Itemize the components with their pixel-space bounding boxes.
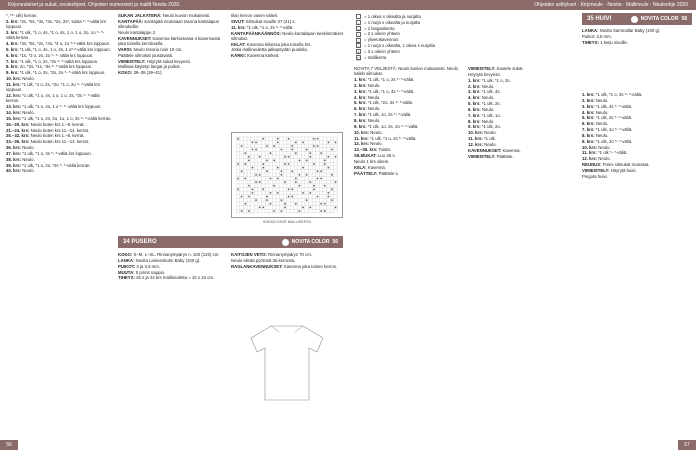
section-huivi <box>582 13 692 25</box>
right-col2-paragraph: 7. krs: *1 ulk, 1o. <box>468 112 501 118</box>
huivi-paragraph: 3. krs: *1 ulk, 4s *- *-väliä. <box>582 103 633 109</box>
chart-symbol <box>277 141 279 143</box>
chart-symbol <box>241 145 243 147</box>
chart-symbol <box>244 152 246 154</box>
right-col2-paragraph: 5. krs: *1 ulk, 2s. <box>468 101 501 107</box>
chart-symbol <box>295 181 297 183</box>
chart-symbol <box>302 192 304 194</box>
huivi-paragraph: 4. krs: Neulo. <box>582 109 609 115</box>
chart-symbol <box>281 149 283 151</box>
right-column-1 <box>354 66 462 446</box>
right-col2-paragraph: 11. krs: *1 ulk. <box>468 136 496 142</box>
huivi-paragraph: 12. krs: Neulo. <box>582 156 611 162</box>
huivi-intro-paragraph: TIHEYS: 1 ketju sivuille. <box>582 39 629 45</box>
chart-symbol <box>248 156 250 158</box>
section-page: 56 <box>332 239 338 245</box>
chart-symbol <box>284 203 286 205</box>
chart-symbol <box>259 156 261 158</box>
chart-symbol <box>281 174 283 176</box>
chart-symbol <box>284 163 286 165</box>
left-col3-paragraph: 11. krs: *1 ulk, *1 o, 2s *- *-väliä. <box>231 24 294 30</box>
chart-symbol <box>241 210 243 212</box>
right-column-2 <box>468 66 576 446</box>
chart-symbol <box>320 152 322 154</box>
chart-symbol <box>281 210 283 212</box>
chart-symbol <box>309 207 311 209</box>
right-col1-paragraph: 6. krs: Neulo. <box>354 106 381 112</box>
left-col1-paragraph: 6. krs: *1s, *3 o, 2s, 2o *- *- väliä krs loppuun. <box>6 52 94 58</box>
left-col1-paragraph: 39. krs: *1 ulk, *1 o, 2s, *2s *- *-väliä kerran. <box>6 162 91 168</box>
yarn-ball-icon <box>631 16 638 23</box>
legend-symbol-icon: • <box>357 21 360 27</box>
left-col2-paragraph: SUKAN JALKATERÄ: Neulo kuvion mukaisesti. <box>118 13 211 18</box>
brand-mark-huivi <box>631 13 687 25</box>
left-col1-paragraph: 33.–35. krs: Neulo kuten krs 11.–13. kerrat. <box>6 139 90 145</box>
left-col1-paragraph: 12. krs: *1 ulk, *1 o, 4s, 1 o, 1 o, 2s, *2s *- *-väliä kerran. <box>6 93 100 104</box>
chart-symbol <box>306 160 308 162</box>
left-col1-paragraph: 40. krs: Neulo. <box>6 168 35 174</box>
chart-symbol <box>335 181 337 183</box>
left-col2-paragraph: VIIMEISTELY: Höyrytä sukat kevyesti. <box>118 58 191 64</box>
chart-symbol <box>248 210 250 212</box>
huivi-paragraph: 6. krs: Neulo. <box>582 121 609 127</box>
right-page-header: Ohjeiden selitykset · Kirjoneule · Novita · Mallineule · Neuleohje 2020 <box>348 0 696 10</box>
chart-symbol <box>317 196 319 198</box>
chart-symbol <box>331 149 333 151</box>
chart-symbol <box>255 149 257 151</box>
right-col1-paragraph: 9. krs: *1 ulk, 1o, 2s, 2o *- *-väliä. <box>354 123 419 129</box>
legend-label: = 1 oikea s oikealta ja nurjalta <box>364 14 421 19</box>
left-col2-paragraph: KANTAPÄÄ: Kantapää neulotaan tasona kantalapun silmukoilla. <box>118 18 220 30</box>
huivi-paragraph: 8. krs: Neulo. <box>582 132 609 138</box>
left-col3-paragraph: Jatka mallineuletta jalkapöydän puolella. <box>231 47 308 53</box>
legend-label: = mallikerta <box>364 54 387 60</box>
chart-symbol <box>309 192 311 194</box>
chart-symbol <box>320 170 322 172</box>
right-col1-paragraph: 13.–36. krs: Toista. <box>354 147 391 153</box>
right-col2-paragraph: 1. krs: *1 ulk, *1 o, 2s. <box>468 77 511 83</box>
left-col1-paragraph: 14. krs: Neulo. <box>6 109 35 115</box>
chart-symbol <box>252 192 254 194</box>
right-col2-paragraph: 6. krs: Neulo. <box>468 106 495 112</box>
left-col2-paragraph: Mallissa käytetyt langat ja puikot. <box>118 64 181 70</box>
section-title: 34 PUSERO <box>123 239 157 245</box>
chart-symbol <box>266 170 268 172</box>
chart-symbol <box>291 145 293 147</box>
left-col2-paragraph: Neulo kantalappu 2. <box>118 29 157 35</box>
huivi-paragraph: 11. krs: *1 ulk *- *-väliä. <box>582 150 628 156</box>
left-col1-paragraph: 7. krs: *1 ulk, *1 o, 2s, *2s *- *-väliä krs loppuun. <box>6 58 99 64</box>
right-col1-paragraph: 5. krs: *1 ulk, *2o, 2s *- *-väliä. <box>354 100 414 106</box>
right-col2-paragraph: VIIMEISTELY: Kastele sukat. <box>468 66 524 71</box>
diagram-caption: SUKKA OHJE MALLIKERTA <box>262 220 312 224</box>
pusero-paragraph: TIHEYS: 26 s ja 34 krs mallineuletta = 10 x 10 cm. <box>118 275 215 281</box>
legend-label: = ylivetokavennus <box>364 37 399 43</box>
chart-symbol <box>327 156 329 158</box>
left-col2-paragraph: KAVENNUKSET: Kavenna kärkiosassa 4 kavennusta joka toisella kerroksella. <box>118 35 221 47</box>
right-col2-paragraph: 12. krs: Neulo. <box>468 141 497 147</box>
pusero-paragraph: KOKO: S–M, L–XL. Rinnanympärys n. 100 (120) cm. <box>118 252 220 257</box>
right-col1-paragraph: NOVITA 7 VELJESTÄ: Neulo kuvion mukaisesti. Neulo kaikki silmukat. <box>354 66 459 77</box>
chart-symbol <box>335 156 337 158</box>
chart-symbol <box>291 149 293 151</box>
left-page-header: Kirjoneuleiset ja sukat, neuleohjeet. Ohjeiden numerointi ja mallit Novita 2020. <box>0 0 348 10</box>
chart-symbol <box>277 192 279 194</box>
huivi-paragraph: 1. krs: *1 ulk, *1 o, 2s *- *-väliä. <box>582 92 643 97</box>
chart-symbol <box>299 160 301 162</box>
huivi-paragraph: 9. krs: *1 ulk, 2o *- *-väliä. <box>582 138 633 144</box>
chart-symbol <box>248 160 250 162</box>
chart-symbol <box>266 196 268 198</box>
right-col1-paragraph: 4. krs: Neulo. <box>354 94 381 100</box>
right-col2-paragraph: KAVENNUKSET: Kavenna. <box>468 147 521 153</box>
chart-symbol <box>277 178 279 180</box>
legend-symbol-icon: ▢ <box>357 55 361 61</box>
chart-symbol <box>291 170 293 172</box>
chart-symbol <box>288 138 290 140</box>
chart-symbol <box>313 185 315 187</box>
left-col2-paragraph: KOKO: 36–38 (39–41). <box>118 70 163 76</box>
left-col1-paragraph: 21.–24. krs: Neulo kuten krs 11.–14. kerrat. <box>6 127 90 133</box>
right-col1-paragraph: Neulo 1 krs oikein. <box>354 158 390 164</box>
huivi-paragraph: 2. krs: Neulo. <box>582 97 609 103</box>
chart-symbol <box>302 207 304 209</box>
left-col1-paragraph: 16.–20. krs: Neulo kuten krs 1.–9. kerrat. <box>6 121 85 127</box>
legend-symbol-icon: / <box>357 32 360 38</box>
left-col1-paragraph: 5. krs: *1 ulk, *1 o, 4s, 1 o, 4s, 1 o*-*-väliä krs loppuun. <box>6 46 111 52</box>
legend-row <box>356 55 516 61</box>
symbol-legend <box>356 14 516 60</box>
pusero-column-1 <box>118 252 226 444</box>
chart-symbol <box>237 163 239 165</box>
chart-symbol <box>255 181 257 183</box>
right-col1-paragraph: 1. krs: *1 ulk, *1 o, 2s *- *-väliä. <box>354 77 415 83</box>
chart-symbol <box>255 141 257 143</box>
legend-symbol-icon <box>356 14 361 19</box>
pusero-paragraph: PUIKOT: 3 ja 3,5 mm. <box>118 263 161 269</box>
chart-symbol <box>302 167 304 169</box>
chart-symbol <box>266 160 268 162</box>
chart-symbol <box>273 210 275 212</box>
right-col2-paragraph: 8. krs: Neulo. <box>468 118 495 124</box>
left-col1-paragraph: 13. krs: *1 ulk, *1 o, 4s, 1 o *- *- väliä krs loppuun. <box>6 104 102 110</box>
chart-symbol <box>252 149 254 151</box>
chart-symbol <box>252 188 254 190</box>
chart-symbol <box>331 188 333 190</box>
chart-symbol <box>237 138 239 140</box>
right-col1-paragraph: 8. krs: Neulo. <box>354 118 381 123</box>
legend-symbol-icon: − <box>357 44 360 50</box>
left-col1-paragraph: 15. krs: *1 ulk, *1 o, 2s, 2o, 1o, 1 o, 2s *- *-väliä kerran. <box>6 115 112 121</box>
left-col1-paragraph: 3. krs: *1 ulk, *1 o, 4s, *1 o, 4s, 1 o, 1 o, 2o, 1o *- *-väliä kerran. <box>6 29 105 41</box>
chart-symbol <box>327 196 329 198</box>
huivi-paragraph: VIIMEISTELY: Höyrytä huivi. <box>582 167 637 173</box>
chart-symbol <box>309 181 311 183</box>
chart-symbol <box>320 210 322 212</box>
left-col1-paragraph: 2. krs: *2s, *5s, *3s, *3s, *2s, 2s*, toista *- *-väliä krs loppuun. <box>6 18 107 30</box>
chart-symbol <box>295 203 297 205</box>
section-brand-huivi: NOVITA COLOR <box>640 16 679 22</box>
left-col1-paragraph: 8. krs: 2o, *2s, *1s, *3s *- *-väliä krs loppuun. <box>6 64 93 70</box>
chart-symbol <box>244 178 246 180</box>
huivi-intro <box>582 28 692 88</box>
chart-symbol <box>259 207 261 209</box>
legend-label: = 2 s oikein yhteen <box>364 31 400 37</box>
legend-label: = 1 nurja s oikealta ja nurjalta <box>364 19 421 25</box>
chart-symbol <box>262 138 264 140</box>
right-col2-paragraph: 3. krs: *1 ulk, 4s. <box>468 89 501 95</box>
right-col1-paragraph: 12. krs: Neulo. <box>354 141 383 147</box>
chart-symbol <box>317 170 319 172</box>
left-col1-paragraph: 25.–32. krs: Neulo kuten krs 1.–8. kerrat. <box>6 133 85 139</box>
legend-label: = 1 langankierto <box>364 25 395 31</box>
section-heading <box>118 236 343 248</box>
right-col2-paragraph: 10. krs: Neulo. <box>468 130 497 136</box>
huivi-paragraph: 10. krs: Neulo. <box>582 144 611 150</box>
left-col1-paragraph: 37. krs: *1 ulk, *1 o, 4s *- *-väliä krs loppuun. <box>6 150 92 156</box>
chart-symbol <box>273 185 275 187</box>
huivi-paragraph: REUNUS: Poimi silmukat reunasta. <box>582 162 650 168</box>
right-page <box>348 0 696 450</box>
left-col3-paragraph: SIVUT: Silmukat sivuille 37 (41) s. <box>231 18 296 24</box>
left-col1-paragraph: 38. krs: Neulo. <box>6 156 35 162</box>
legend-label: = 1 nurja s oikealta, 1 oikea s nurjalta <box>364 42 436 48</box>
chart-symbol <box>259 181 261 183</box>
left-column-1 <box>6 13 113 445</box>
chart-symbol <box>295 178 297 180</box>
chart-symbol <box>335 141 337 143</box>
chart-symbol <box>252 141 254 143</box>
right-col2-paragraph: Höyrytä kevyesti. <box>468 71 501 77</box>
chart-symbol <box>259 174 261 176</box>
yarn-ball-icon <box>282 239 289 246</box>
chart-symbol <box>262 167 264 169</box>
chart-symbol <box>313 138 315 140</box>
chart-symbol <box>309 156 311 158</box>
chart-symbol <box>252 167 254 169</box>
huivi-intro-paragraph: LANKA: Novita Sammallar Baby (100 g). <box>582 28 661 33</box>
chart-symbol <box>324 160 326 162</box>
right-col1-paragraph: 11. krs: *1 ulk, *1 o, 2s *- *-väliä. <box>354 135 417 141</box>
chart-symbol <box>327 141 329 143</box>
chart-symbol <box>273 145 275 147</box>
huivi-intro-paragraph: Puikot: 3,5 mm. <box>582 33 612 39</box>
chart-symbol <box>262 188 264 190</box>
chart-symbol <box>244 203 246 205</box>
chart-symbol <box>255 174 257 176</box>
chart-symbol <box>270 192 272 194</box>
left-col3-paragraph: tilan kerron vasen välieli. <box>231 13 279 18</box>
chart-symbol <box>281 199 283 201</box>
huivi-paragraph: 7. krs: *1 ulk, 1o *- *-väliä. <box>582 127 633 133</box>
right-col2-paragraph: VIIMEISTELY: Päättele. <box>468 153 514 159</box>
legend-symbol-icon: \ <box>357 38 360 44</box>
left-col1-paragraph: 9. krs: *1 ulk, *1 o, 2s, *2s, 2o *- *-väliä krs loppuun. <box>6 70 106 76</box>
pusero-column-2 <box>231 252 343 312</box>
right-col1-paragraph: 2. krs: Neulo. <box>354 82 381 88</box>
chart-symbol <box>270 152 272 154</box>
chart-symbol <box>237 178 239 180</box>
chart-symbol <box>284 207 286 209</box>
chart-symbol <box>244 163 246 165</box>
left-column-2 <box>118 13 226 233</box>
page-number-right: 57 <box>678 440 696 450</box>
huivi-paragraph: Pingota huivi. <box>582 173 608 179</box>
chart-symbol <box>313 145 315 147</box>
chart-symbol <box>248 185 250 187</box>
chart-symbol <box>306 149 308 151</box>
chart-symbol <box>302 141 304 143</box>
chart-symbol <box>241 196 243 198</box>
chart-symbol <box>277 138 279 140</box>
chart-symbol <box>295 152 297 154</box>
legend-symbol-icon: o <box>357 26 360 32</box>
chart-symbol <box>324 163 326 165</box>
section-title-huivi: 35 HUIVI <box>587 16 612 22</box>
section-pusero <box>118 236 343 248</box>
chart-symbol <box>288 188 290 190</box>
pusero-col2-paragraph: Neulo sileää pyörönä 36 kerrosta. <box>231 257 296 263</box>
chart-symbol <box>327 192 329 194</box>
chart-symbol <box>295 141 297 143</box>
page-number-left: 56 <box>0 440 18 450</box>
left-col3-paragraph: KÄRKI: Kavenna kärkeä. <box>231 53 280 59</box>
right-col2-paragraph: 2. krs: Neulo. <box>468 83 495 89</box>
chart-symbol <box>331 174 333 176</box>
chart-symbol <box>313 188 315 190</box>
chart-symbol <box>266 145 268 147</box>
legend-label: = 3 s oikein yhteen <box>364 48 400 54</box>
chart-symbol <box>335 207 337 209</box>
left-col1-paragraph: 36. krs: Neulo. <box>6 145 35 151</box>
chart-symbol <box>270 203 272 205</box>
left-col1-paragraph: 11. krs: *1 ulk, *1 o, 2s, *2o, *1 o, 2o *- *-väliä krs loppuun. <box>6 81 101 93</box>
chart-symbol <box>306 199 308 201</box>
right-col1-paragraph: PÄÄTTELY: Päättele s. <box>354 170 399 176</box>
chart-symbol <box>327 167 329 169</box>
brand-mark <box>282 236 338 248</box>
chart-symbol <box>299 185 301 187</box>
sweater-schematic <box>231 318 343 406</box>
right-col1-paragraph: 7. krs: *1 ulk, 1o, 2s *- *-väliä. <box>354 112 412 118</box>
chart-symbol <box>288 163 290 165</box>
chart-symbol <box>317 178 319 180</box>
huivi-paragraph: 5. krs: *1 ulk, 2s *- *-väliä. <box>582 115 633 121</box>
chart-symbol <box>306 174 308 176</box>
chart-symbol <box>248 196 250 198</box>
left-col1-paragraph: 10. krs: Neulo. <box>6 76 35 82</box>
chart-symbol <box>324 210 326 212</box>
section-page-huivi: 58 <box>681 16 687 22</box>
chart-symbol <box>270 178 272 180</box>
huivi-column <box>582 92 692 442</box>
chart-symbol <box>331 199 333 201</box>
right-col1-paragraph: KIILA: Kavenna. <box>354 164 387 170</box>
legend-symbol-icon: Λ <box>357 50 360 56</box>
chart-symbol <box>324 203 326 205</box>
left-col1-paragraph: 4. krs: *3s, *5s, *2s, *4o, *4 o, 1o *-*-väliä krs loppuun. <box>6 41 111 47</box>
chart-symbol <box>320 178 322 180</box>
chart-symbol <box>291 188 293 190</box>
right-col2-paragraph: 4. krs: Neulo. <box>468 95 495 101</box>
right-col2-paragraph: 9. krs: *1 ulk, 2o. <box>468 124 501 130</box>
section-brand: NOVITA COLOR <box>291 239 330 245</box>
chart-symbol <box>299 210 301 212</box>
chart-symbol <box>273 160 275 162</box>
chart-symbol <box>309 152 311 154</box>
chart-symbol <box>237 188 239 190</box>
chart-symbol <box>288 156 290 158</box>
chart-symbol <box>262 163 264 165</box>
pusero-col2-paragraph: KAITOJEN VETO: Rinnanympärys 70 cm. <box>231 252 313 257</box>
chart-symbol <box>281 170 283 172</box>
chart-symbol <box>262 207 264 209</box>
chart-symbol <box>320 203 322 205</box>
right-col1-paragraph: SILMUKAT: Luo 48 s. <box>354 153 396 159</box>
chart-symbol <box>288 196 290 198</box>
knitting-chart <box>231 132 343 218</box>
chart-symbol <box>317 145 319 147</box>
chart-symbol <box>317 138 319 140</box>
chart-symbol <box>266 199 268 201</box>
left-col2-paragraph: VARSI: Neulo resoria noin 10 cm. <box>118 46 183 52</box>
chart-symbol <box>255 199 257 201</box>
right-col1-paragraph: 10. krs: Neulo. <box>354 129 383 135</box>
pusero-col2-paragraph: RAGLANKAVENNUKSET: Kavenna joka toinen kerros. <box>231 263 338 269</box>
chart-symbol <box>241 170 243 172</box>
chart-symbol <box>277 167 279 169</box>
left-col2-paragraph: Päättele silmukat joustavasti. <box>118 52 174 58</box>
chart-symbol <box>291 196 293 198</box>
left-col3-paragraph: KANTAPÄÄNKÄÄNNÖS: Neulo kantalapun keskimmäiset silmukat. <box>231 30 343 41</box>
pusero-paragraph: LANKA: Novita Laineenkolm Baby (100 g). <box>118 257 201 263</box>
left-col3-paragraph: KIILAT: Kavenna kiiloissa joka toisella krs. <box>231 41 312 47</box>
chart-symbol <box>324 185 326 187</box>
chart-symbol <box>284 156 286 158</box>
chart-symbol <box>313 163 315 165</box>
left-col1-paragraph: *, **- ulk) kerran. <box>6 13 38 18</box>
chart-symbol <box>284 181 286 183</box>
pusero-paragraph: MUUTA: 5 pinnit nappia. <box>118 269 165 275</box>
section-heading-huivi <box>582 13 692 25</box>
right-col1-paragraph: 3. krs: *1 ulk, *1 o, 4s *- *-väliä. <box>354 88 415 94</box>
chart-symbol <box>299 174 301 176</box>
